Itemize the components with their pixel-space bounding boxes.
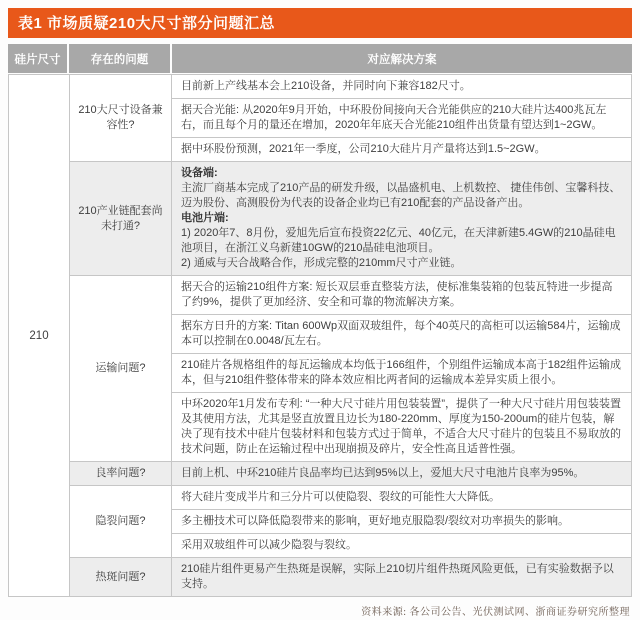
solution-paragraph: 目前上机、中环210硅片良品率均已达到95%以上，爱旭大尺寸电池片良率为95%。 bbox=[181, 467, 585, 479]
solutions-column bbox=[172, 75, 631, 161]
solution-cell bbox=[172, 558, 631, 596]
solution-cell bbox=[172, 486, 631, 510]
problem-cell: 热斑问题? bbox=[70, 558, 172, 596]
data-source-note: 资料来源: 各公司公告、光伏测试网、浙商证券研究所整理 bbox=[361, 607, 630, 618]
problem-cell: 210产业链配套尚未打通? bbox=[70, 162, 172, 275]
solutions-column bbox=[172, 558, 631, 596]
column-header-wafer-size: 硅片尺寸 bbox=[8, 44, 69, 73]
problem-cell: 210大尺寸设备兼容性? bbox=[70, 75, 172, 161]
problem-group-row bbox=[70, 75, 631, 162]
table-body-groups bbox=[70, 75, 631, 596]
solution-paragraph: 采用双玻组件可以减少隐裂与裂纹。 bbox=[181, 539, 357, 551]
solution-paragraph: 多主栅技术可以降低隐裂带来的影响，更好地克服隐裂/裂纹对功率损失的影响。 bbox=[181, 515, 570, 527]
solution-paragraph: 据天合光能: 从2020年9月开始，中环股份间接向天合光能供应的210大硅片达400兆瓦左右，而且每个月的量还在增加，2020年年底天合光能210组件出货量有望达到1~2GW。 bbox=[181, 104, 607, 131]
solution-paragraph: 210硅片各规格组件的每瓦运输成本均低于166组件，个别组件运输成本高于182组件运输成本，但与210组件整体带来的降本效应相比两者间的运输成本差异实质上很小。 bbox=[181, 359, 622, 386]
solutions-column bbox=[172, 486, 631, 557]
problem-cell: 良率问题? bbox=[70, 462, 172, 485]
solution-cell bbox=[172, 462, 631, 485]
problem-cell: 隐裂问题? bbox=[70, 486, 172, 557]
solution-cell bbox=[172, 75, 631, 99]
column-header-problem: 存在的问题 bbox=[69, 44, 172, 73]
solution-paragraph: 据东方日升的方案: Titan 600Wp双面双玻组件，每个40英尺的高柜可以运输584片，运输成本可以控制在0.0048/瓦左右。 bbox=[181, 320, 621, 347]
solution-paragraph: 据中环股份预测，2021年一季度，公司210大硅片月产量将达到1.5~2GW。 bbox=[181, 143, 546, 155]
problem-group-row bbox=[70, 276, 631, 462]
column-header-solution: 对应解决方案 bbox=[172, 44, 632, 73]
solutions-column bbox=[172, 276, 631, 461]
solutions-column bbox=[172, 162, 631, 275]
problem-group-row bbox=[70, 462, 631, 486]
solution-cell bbox=[172, 138, 631, 161]
solution-paragraph: 目前新上产线基本会上210设备，并同时向下兼容182尺寸。 bbox=[181, 80, 471, 92]
solution-cell bbox=[172, 393, 631, 461]
solution-paragraph: 据天合的运输210组件方案: 短长双层垂直整装方法，使标准集装箱的包装瓦特进一步提高了约9%，提供了更加经济、安全和可靠的物流解决方案。 bbox=[181, 281, 613, 308]
solution-cell bbox=[172, 162, 631, 275]
solution-cell bbox=[172, 534, 631, 557]
table-header-row bbox=[8, 44, 632, 73]
solution-cell bbox=[172, 354, 631, 393]
problem-group-row bbox=[70, 558, 631, 596]
problem-group-row bbox=[70, 162, 631, 276]
solution-cell bbox=[172, 276, 631, 315]
solution-paragraph: 210硅片组件更易产生热斑是误解，实际上210切片组件热斑风险更低，已有实验数据予以支持。 bbox=[181, 563, 614, 590]
solution-paragraph: 主流厂商基本完成了210产品的研发升级，以晶盛机电、上机数控、 捷佳伟创、宝馨科技、迈为股份、高测股份为代表的设备企业均已有210配套的产品设备产出。 bbox=[181, 182, 621, 209]
solution-cell bbox=[172, 99, 631, 138]
solution-paragraph-heading: 电池片端: bbox=[181, 212, 229, 224]
solution-paragraph: 将大硅片变成半片和三分片可以使隐裂、裂纹的可能性大大降低。 bbox=[181, 491, 500, 503]
solution-paragraph-heading: 设备端: bbox=[181, 167, 218, 179]
table-title: 表1 市场质疑210大尺寸部分问题汇总 bbox=[8, 8, 632, 38]
summary-table bbox=[8, 74, 632, 597]
problem-cell: 运输问题? bbox=[70, 276, 172, 461]
solutions-column bbox=[172, 462, 631, 485]
solution-cell bbox=[172, 510, 631, 534]
solution-paragraph: 2) 通威与天合战略合作，形成完整的210mm尺寸产业链。 bbox=[181, 257, 462, 269]
solution-paragraph: 1) 2020年7、8月份，爱旭先后宣布投资22亿元、40亿元，在天津新建5.4GW的210晶硅电池项目，在浙江义乌新建10GW的210晶硅电池项目。 bbox=[181, 227, 616, 254]
solution-paragraph: 中环2020年1月发布专利: “一种大尺寸硅片用包装装置”，提供了一种大尺寸硅片用包装装置及其使用方法，尤其是竖直放置且边长为180-220mm、厚度为150-200um的硅片包装，解决了现有技术中硅片包装材料和包装方式过于简单，不适合大尺寸硅片的包装且不易取放的技术问题，防止在运输过程中出现崩损及碎片，安全性高且适普性强。 bbox=[181, 398, 622, 455]
problem-group-row bbox=[70, 486, 631, 558]
wafer-size-cell: 210 bbox=[9, 75, 70, 596]
solution-cell bbox=[172, 315, 631, 354]
